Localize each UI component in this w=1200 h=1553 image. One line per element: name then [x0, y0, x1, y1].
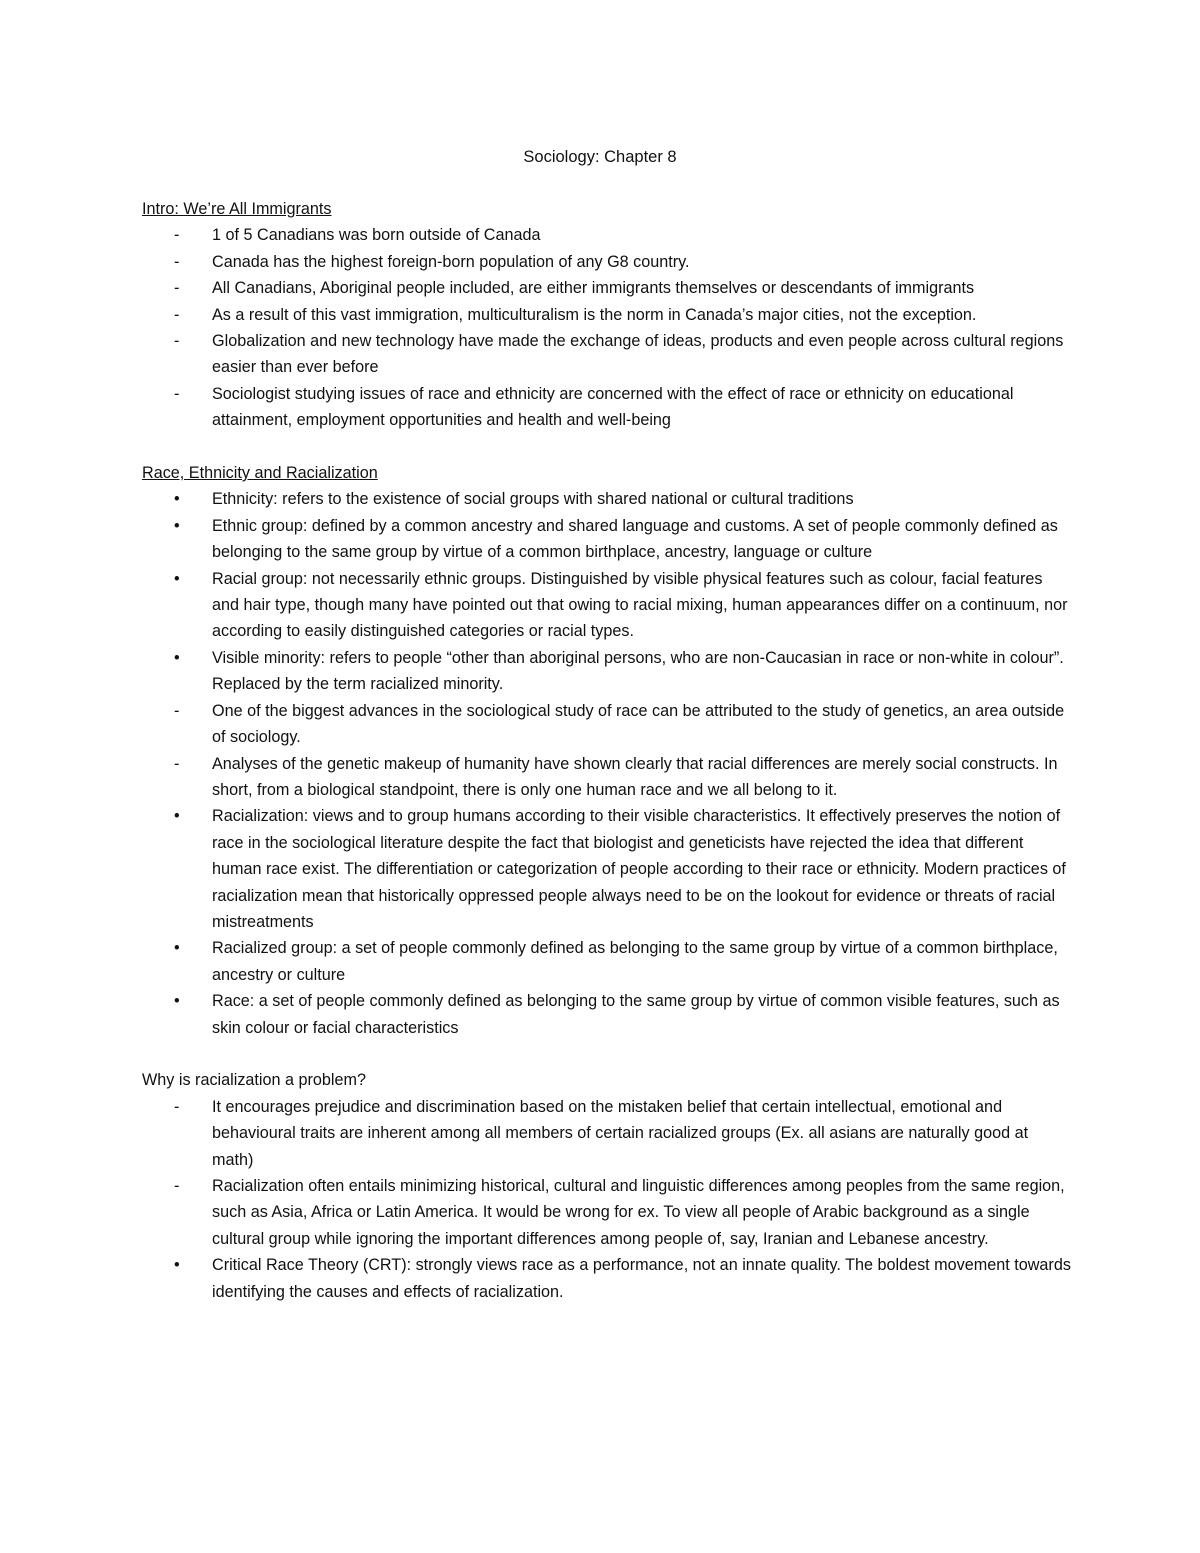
section-heading: Why is racialization a problem?: [142, 1071, 367, 1090]
bullet-marker: •: [174, 939, 180, 958]
dash-marker: -: [174, 279, 180, 298]
list-item-text: One of the biggest advances in the sociological study of race can be attributed to the study of genetics, an area outside of sociology.: [212, 701, 1065, 747]
document-body: [142, 196, 1072, 1331]
list-item-text: 1 of 5 Canadians was born outside of Canada: [212, 226, 541, 245]
section-racialization-problem: [142, 1067, 1072, 1305]
list-item-text: It encourages prejudice and discrimination based on the mistaken belief that certain intellectual, emotional and behavioural traits are inherent among all members of certain racialized groups (Ex. all asians are naturally good at math): [212, 1097, 1029, 1169]
list-item-text: Critical Race Theory (CRT): strongly views race as a performance, not an innate quality. The boldest movement towards identifying the causes and effects of racialization.: [212, 1256, 1071, 1301]
list-item-text: Racialized group: a set of people commonly defined as belonging to the same group by virtue of a common birthplace, ancestry or culture: [212, 939, 1058, 984]
bullet-marker: •: [174, 516, 180, 535]
list-item-text: Sociologist studying issues of race and ethnicity are concerned with the effect of race or ethnicity on educational attainment, employment opportunities and health and well-being: [212, 384, 1014, 430]
section-heading: Intro: We’re All Immigrants: [142, 200, 332, 218]
section-intro: [142, 196, 1072, 434]
list-item-text: Racial group: not necessarily ethnic groups. Distinguished by visible physical features such as colour, facial features and hair type, though many have pointed out that owing to racial mixing, human appearances differ on a continuum, nor according to easily distinguished categories or racial types.: [212, 569, 1068, 641]
list-item-text: Ethnic group: defined by a common ancestry and shared language and customs. A set of people commonly defined as belonging to the same group by virtue of a common birthplace, ancestry, language or culture: [212, 516, 1058, 562]
list-item-text: Visible minority: refers to people “other than aboriginal persons, who are non-Caucasian in race or non-white in colour”. Replaced by the term racialized minority.: [212, 648, 1064, 694]
dash-marker: -: [174, 226, 180, 245]
list-item-text: Globalization and new technology have made the exchange of ideas, products and even people across cultural regions easier than ever before: [212, 332, 1064, 377]
list-item: [142, 645, 1072, 698]
list-item: [142, 328, 1072, 381]
bullet-list: [142, 486, 1072, 1041]
list-item: [142, 988, 1072, 1041]
list-item: [142, 302, 1072, 328]
list-item-text: Canada has the highest foreign-born population of any G8 country.: [212, 252, 690, 271]
list-item-text: Racialization: views and to group humans according to their visible characteristics. It effectively preserves the notion of race in the sociological literature despite the fact that biologist and geneticists have rejected the idea that different human race exist. The differentiation or categorization of people according to their race or ethnicity. Modern practices of racialization mean that historically oppressed people always need to be on the lookout for evidence or threats of racial mistreatments: [212, 807, 1066, 931]
list-item-text: As a result of this vast immigration, multiculturalism is the norm in Canada’s major cities, not the exception.: [212, 305, 977, 324]
dash-marker: -: [174, 1097, 180, 1116]
section-heading: Race, Ethnicity and Racialization: [142, 464, 378, 483]
list-item-text: Race: a set of people commonly defined as belonging to the same group by virtue of common visible features, such as skin colour or facial characteristics: [212, 992, 1060, 1037]
list-item: [142, 803, 1072, 935]
bullet-marker: •: [174, 490, 180, 509]
list-item: [142, 381, 1072, 434]
list-item: [142, 1094, 1072, 1173]
dash-marker: -: [174, 1177, 180, 1195]
dash-marker: -: [174, 701, 180, 720]
bullet-marker: •: [174, 569, 180, 588]
list-item: [142, 751, 1072, 804]
dash-marker: -: [174, 754, 180, 773]
bullet-list: [142, 1094, 1072, 1305]
list-item: [142, 249, 1072, 275]
bullet-marker: •: [174, 1256, 180, 1275]
dash-marker: -: [174, 252, 180, 271]
list-item: [142, 566, 1072, 645]
list-item-text: Analyses of the genetic makeup of humanity have shown clearly that racial differences are merely social constructs. In short, from a biological standpoint, there is only one human race and we all belong to it.: [212, 754, 1058, 799]
list-item: [142, 513, 1072, 566]
dash-marker: -: [174, 332, 180, 351]
list-item: [142, 486, 1072, 512]
list-item: [142, 935, 1072, 988]
dash-marker: -: [174, 384, 180, 403]
page-title: Sociology: Chapter 8: [523, 148, 677, 166]
list-item: [142, 1173, 1072, 1252]
list-item-text: Racialization often entails minimizing historical, cultural and linguistic differences among peoples from the same region, such as Asia, Africa or Latin America. It would be wrong for ex. To view all people of Arabic background as a single cultural group while ignoring the important differences among people of, say, Iranian and Lebanese ancestry.: [212, 1177, 1065, 1248]
bullet-list: [142, 222, 1072, 433]
list-item-text: All Canadians, Aboriginal people included, are either immigrants themselves or descendants of immigrants: [212, 279, 975, 298]
list-item-text: Ethnicity: refers to the existence of social groups with shared national or cultural traditions: [212, 490, 854, 509]
section-race-ethnicity: [142, 460, 1072, 1041]
dash-marker: -: [174, 305, 180, 324]
list-item: [142, 275, 1072, 301]
bullet-marker: •: [174, 807, 180, 826]
list-item: [142, 698, 1072, 751]
list-item: [142, 222, 1072, 248]
bullet-marker: •: [174, 648, 180, 667]
bullet-marker: •: [174, 992, 180, 1011]
list-item: [142, 1252, 1072, 1305]
